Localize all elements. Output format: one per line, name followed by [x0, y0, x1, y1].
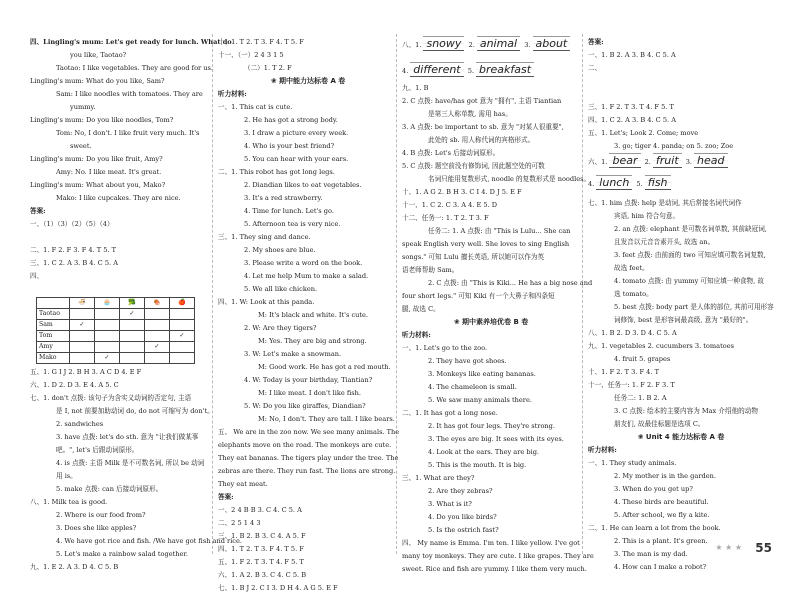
- handwritten-word: fish: [645, 175, 671, 190]
- text-line: 4. We have got rice and fish. /We have got fish and rice.: [56, 537, 242, 545]
- table-cell: [70, 309, 95, 320]
- table-row: [37, 309, 195, 320]
- text-line: Amy: No. I like meat. It's great.: [56, 168, 162, 176]
- text-line: 一、1. Let's go to the zoo.: [402, 344, 488, 352]
- text-line: 二、2 5 1 4 3: [218, 519, 261, 527]
- text-line: 3. have 点拨: let's do sth. 意为 "让我们做某事: [56, 433, 199, 441]
- text-line: 2. He has got a strong body.: [244, 116, 338, 124]
- order-diagram: [30, 283, 210, 295]
- text-line: Sam: I like noodles with tomatoes. They are: [56, 90, 203, 98]
- text-line: 九、1. E 2. A 3. D 4. C 5. B: [30, 563, 119, 571]
- text-line: 十二、任务一: 1. T 2. T 3. F: [402, 214, 489, 222]
- table-cell: [170, 353, 195, 364]
- text-line: 且发音以元音音素开头, 故选 an。: [614, 238, 715, 246]
- text-line: 宾语, him 符合句意。: [614, 212, 680, 220]
- text-line: 吧。", let's 后跟动词原形。: [56, 446, 139, 454]
- text-line: 2. This is a plant. It's green.: [614, 537, 708, 545]
- text-line: 2. Where is our food from?: [56, 511, 146, 519]
- text-line: zebras are there. They run fast. The lions are strong.: [218, 467, 396, 475]
- text-line: [588, 88, 774, 101]
- text-line: 4. Look at the ears. They are big.: [428, 448, 540, 456]
- text-line: Taotao: I like vegetables. They are good for us.: [56, 64, 214, 72]
- text-line: 听力材料:: [588, 446, 617, 454]
- text-line: 五、1. F 2. T 3. T 4. F 5. T: [218, 558, 304, 566]
- text-line: 一、（1）（3）（2）（5）（4）: [30, 220, 114, 228]
- text-line: 3. Does she like apples?: [56, 524, 137, 532]
- text-line: 2. C 点拨: have/has got 意为 "拥有", 主语 Tiantian: [402, 97, 562, 105]
- text-line: 4. is 点拨: 主语 Milk 是不可数名词, 所以 be 动词: [56, 459, 205, 467]
- text-line: 4. B 点拨: Let's 后接动词原形。: [402, 149, 500, 157]
- handwritten-word: snowy: [423, 36, 464, 51]
- text-line: 3. Monkeys like eating bananas.: [428, 370, 536, 378]
- text-line: 5. You can hear with your ears.: [244, 155, 349, 163]
- text-line: 七、1. him 点拨: help 是动词, 其后常接名词代词作: [588, 199, 742, 207]
- table-cell: [145, 320, 170, 331]
- text-line: 是 I, not 前要加助动词 do, do not 可缩写为 don't。: [56, 407, 214, 415]
- text-line: 5. We all like chicken.: [244, 285, 318, 293]
- table-cell: [170, 309, 195, 320]
- handwritten-word: animal: [477, 36, 520, 51]
- text-line: 腿, 故选 C。: [402, 305, 440, 313]
- table-cell: [145, 353, 170, 364]
- handwritten-word: lunch: [596, 175, 632, 190]
- text-line: 四、: [30, 272, 44, 280]
- text-line: 2. W: Are they tigers?: [244, 324, 317, 332]
- text-line: 2. Are they zebras?: [428, 487, 493, 495]
- text-line: 五、1. Let's; Look 2. Come; move: [588, 129, 699, 137]
- table-cell: ✓: [145, 342, 170, 353]
- text-line: 4. These birds are beautiful.: [614, 498, 709, 506]
- text-line: 三、1. B 2. B 3. C 4. A 5. F: [218, 532, 306, 540]
- text-line: 2. It has got four legs. They're strong.: [428, 422, 555, 430]
- text-line: 4. The chameleon is small.: [428, 383, 517, 391]
- text-line: 3. The man is my dad.: [614, 550, 688, 558]
- table-row: [37, 320, 195, 331]
- text-line: 5. C 点拨: 题空前没有修饰词, 因此题空处的可数: [402, 162, 545, 170]
- text-line: 四、 My name is Emma. I'm ten. I like yellow. I've got: [402, 539, 580, 547]
- text-line: 4. Let me help Mum to make a salad.: [244, 272, 369, 280]
- text-line: 5. After school, we fly a kite.: [614, 511, 710, 519]
- table-row: [37, 342, 195, 353]
- text-line: 5. W: Do you like giraffes, Diandian?: [244, 402, 366, 410]
- text-line: 二、1. He can learn a lot from the book.: [588, 524, 721, 532]
- column-2: [218, 36, 398, 595]
- text-line: 十、1. F 2. T 3. F 4. T: [588, 368, 659, 376]
- handwritten-word: fruit: [653, 153, 682, 168]
- row-name: Mako: [37, 353, 70, 364]
- text-line: 2. an 点拨: elephant 是可数名词单数, 其前缺冠词,: [614, 225, 767, 233]
- table-row: [37, 353, 195, 364]
- text-line: 二、: [588, 64, 602, 72]
- handwritten-word: different: [410, 62, 463, 77]
- handwriting-answers: 4. different 5. breakfast: [402, 62, 580, 82]
- text-line: 一、2 4 B B 3. C 4. C 5. A: [218, 506, 302, 514]
- text-line: 用 is。: [56, 472, 77, 480]
- fruit-icon: 🍎: [170, 298, 195, 309]
- text-line: 3. A 点拨: be important to sb. 意为 "对某人很重要",: [402, 123, 564, 131]
- column-divider: [582, 34, 583, 554]
- handwriting-answers: 六、1. bear 2. fruit 3. head: [588, 153, 774, 175]
- column-3: [402, 36, 594, 576]
- text-line: yummy.: [70, 103, 96, 111]
- text-line: 5. We saw many animals there.: [428, 396, 532, 404]
- column-divider: [212, 34, 213, 554]
- handwritten-word: head: [694, 153, 727, 168]
- text-line: 3. What is it?: [428, 500, 472, 508]
- text-line: 三、1. They sing and dance.: [218, 233, 311, 241]
- noodles-icon: 🍜: [70, 298, 95, 309]
- table-cell: [145, 309, 170, 320]
- table-cell: ✓: [120, 309, 145, 320]
- text-line: 朋友们, 故最佳标题是选项 C。: [614, 420, 705, 428]
- text-line: 4. How can I make a robot?: [614, 563, 707, 571]
- text-line: many toy monkeys. They are cute. I like grapes. They are: [402, 552, 594, 560]
- text-line: 六、1. D 2. D 3. E 4. A 5. C: [30, 381, 119, 389]
- text-line: 词修饰, best 是形容词最高级, 意为 "最好的"。: [614, 316, 753, 324]
- text-line: 九、1. vegetables 2. cucumbers 3. tomatoes: [588, 342, 734, 350]
- meat-icon: 🍖: [145, 298, 170, 309]
- text-line: Tom: No, I don't. I like fruit very much. It's: [56, 129, 200, 137]
- cupcake-icon: 🧁: [95, 298, 120, 309]
- text-line: 十、1. A G 2. B H 3. C I 4. D J 5. E F: [402, 188, 522, 196]
- text-line: elephants move on the road. The monkeys are cute.: [218, 441, 392, 449]
- text-line: They eat bananas. The tigers play under the tree. The: [218, 454, 399, 462]
- text-line: 八、1. Milk tea is good.: [30, 498, 108, 506]
- table-cell: [95, 331, 120, 342]
- text-line: 2. C 点拨: 由 "This is Kiki... He has a big nose and: [428, 279, 593, 287]
- vegetables-icon: 🥦: [120, 298, 145, 309]
- text-line: 4. tomato 点拨: 由 yummy 可知应填一种食物, 故: [614, 277, 764, 285]
- table-cell: [70, 353, 95, 364]
- text-line: 十一、（一）2 4 3 1 5: [218, 51, 284, 59]
- text-line: M: Good work. He has got a red mouth.: [258, 363, 391, 371]
- page-number: 55: [755, 541, 772, 555]
- text-line: 五、1. G I J 2. B H 3. A C D 4. E F: [30, 368, 142, 376]
- table-cell: [145, 331, 170, 342]
- table-row: [37, 331, 195, 342]
- text-line: 4. fruit 5. grapes: [614, 355, 671, 363]
- table-cell: [70, 331, 95, 342]
- text-line: 3. go; tiger 4. panda; on 5. zoo; Zoe: [614, 142, 734, 150]
- text-line: 三、1. C 2. A 3. B 4. C 5. A: [30, 259, 118, 267]
- text-line: [30, 231, 210, 244]
- handwritten-word: bear: [609, 153, 640, 168]
- text-line: 任务二: 1. A 点拨: 由 "This is Lulu... She can: [428, 227, 571, 235]
- text-line: 故选 feet。: [614, 264, 649, 272]
- table-cell: [170, 320, 195, 331]
- text-line: Lingling's mum: What do you like, Sam?: [30, 77, 165, 85]
- text-line: They eat meat.: [218, 480, 268, 488]
- text-line: 3. C 点拨: 绘本的主要内容为 Max 介绍他的动物: [614, 407, 758, 415]
- handwritten-word: about: [533, 36, 571, 51]
- text-line: 3. W: Let's make a snowman.: [244, 350, 342, 358]
- text-line: speak English very well. She loves to sing English: [402, 240, 570, 248]
- text-line: 5. This is the mouth. It is big.: [428, 461, 527, 469]
- text-line: Lingling's mum: Do you like fruit, Amy?: [30, 155, 163, 163]
- text-line: 4. Do you like birds?: [428, 513, 497, 521]
- text-line: 2. My shoes are blue.: [244, 246, 316, 254]
- text-line: 二、1. It has got a long nose.: [402, 409, 498, 417]
- handwriting-answers: 4. lunch 5. fish: [588, 175, 774, 197]
- text-line: 此处的 sb. 用人称代词的宾格形式。: [428, 136, 535, 144]
- text-line: 答案:: [30, 207, 46, 215]
- text-line: 答案:: [588, 38, 604, 46]
- text-line: 二、1. F 2. F 3. F 4. T 5. T: [30, 246, 117, 254]
- decorative-stars: ★ ★ ★: [715, 543, 742, 552]
- text-line: 三、1. What are they?: [402, 474, 475, 482]
- text-line: 听力材料:: [218, 90, 247, 98]
- table-cell: [95, 309, 120, 320]
- table-cell: [170, 342, 195, 353]
- text-line: songs." 可知 Lulu 擅长英语, 所以她可以作为英: [402, 253, 545, 261]
- text-line: 5. Is the ostrich fast?: [428, 526, 499, 534]
- text-line: 3. feet 点拨: 由前面的 two 可知应填可数名词复数,: [614, 251, 766, 259]
- table-header-row: [37, 298, 195, 309]
- text-line: sweet. Rice and fish are yummy. I like them very much.: [402, 565, 587, 573]
- text-line: 5. make 点拨: can 后接动词原形。: [56, 485, 163, 493]
- text-line: 四、1. C 2. A 3. B 4. C 5. A: [588, 116, 676, 124]
- text-line: 五、 We are in the zoo now. We see many animals. The: [218, 428, 400, 436]
- table-cell: ✓: [70, 320, 95, 331]
- text-line: 2. My mother is in the garden.: [614, 472, 716, 480]
- text-line: 3. Please write a word on the book.: [244, 259, 363, 267]
- text-line: 七、1. B J 2. C I 3. D H 4. A G 5. E F: [218, 584, 338, 592]
- text-line: ❀ 期中素养培优卷 B 卷: [453, 318, 529, 326]
- text-line: 七、1. don't 点拨: 该句子为含实义动词的否定句, 主语: [30, 394, 192, 402]
- text-line: 九、1. B: [402, 84, 429, 92]
- text-line: 语老师帮助 Sam。: [402, 266, 459, 274]
- text-line: 六、1. A 2. B 3. C 4. C 5. B: [218, 571, 307, 579]
- text-line: M: I like meat. I don't like fish.: [258, 389, 361, 397]
- handwritten-word: breakfast: [476, 62, 534, 77]
- table-cell: [95, 320, 120, 331]
- text-line: Mako: I like cupcakes. They are nice.: [56, 194, 181, 202]
- text-line: sweet.: [70, 142, 92, 150]
- text-line: 二、1. This robot has got long legs.: [218, 168, 335, 176]
- row-name: Tom: [37, 331, 70, 342]
- table-cell: [120, 320, 145, 331]
- text-line: 四、1. T 2. T 3. F 4. T 5. F: [218, 545, 304, 553]
- text-line: 四、Lingling's mum: Let's get ready for lunch. What do: [30, 38, 232, 46]
- text-line: （二）1. T 2. F: [244, 64, 292, 72]
- text-line: 名词只能用复数形式, noodle 的复数形式是 noodles。: [428, 175, 591, 183]
- text-line: 三、1. F 2. T 3. T 4. F 5. T: [588, 103, 674, 111]
- text-line: 听力材料:: [402, 331, 431, 339]
- text-line: 5. best 点拨: body part 是人体的部位, 其前可用形容: [614, 303, 774, 311]
- text-line: 2. Diandian likes to eat vegetables.: [244, 181, 362, 189]
- column-4: [588, 36, 774, 574]
- handwriting-answers: 八、1. snowy 2. animal 3. about: [402, 36, 580, 62]
- row-name: Taotao: [37, 309, 70, 320]
- table-cell: [120, 353, 145, 364]
- text-line: 3. It's a red strawberry.: [244, 194, 323, 202]
- text-line: M: Yes. They are big and strong.: [258, 337, 367, 345]
- text-line: 八、1. B 2. D 3. D 4. C 5. A: [588, 329, 677, 337]
- text-line: four short legs." 可知 Kiki 有一个大鼻子和四条短: [402, 292, 555, 300]
- row-name: Amy: [37, 342, 70, 353]
- table-cell: [120, 342, 145, 353]
- table-cell: ✓: [95, 353, 120, 364]
- text-line: [588, 75, 774, 88]
- text-line: Lingling's mum: Do you like noodles, Tom?: [30, 116, 174, 124]
- table-cell: [70, 342, 95, 353]
- text-line: 一、1. They study animals.: [588, 459, 677, 467]
- text-line: ❀ 期中能力达标卷 A 卷: [270, 77, 346, 85]
- text-line: 2. They have got shoes.: [428, 357, 507, 365]
- text-line: 5. Afternoon tea is very nice.: [244, 220, 341, 228]
- text-line: 任务二: 1. B 2. A: [614, 394, 667, 402]
- text-line: 一、1. B 2. A 3. B 4. C 5. A: [588, 51, 676, 59]
- text-line: 3. The eyes are big. It sees with its eyes.: [428, 435, 564, 443]
- text-line: 3. When do you get up?: [614, 485, 693, 493]
- text-line: 四、1. W: Look at this panda.: [218, 298, 315, 306]
- text-line: Lingling's mum: What about you, Mako?: [30, 181, 166, 189]
- text-line: 答案:: [218, 493, 234, 501]
- text-line: 4. Who is your best friend?: [244, 142, 335, 150]
- table-cell: ✓: [170, 331, 195, 342]
- text-line: you like, Taotao?: [70, 51, 127, 59]
- text-line: M: It's black and white. It's cute.: [258, 311, 369, 319]
- text-line: 十一、1. C 2. C 3. A 4. E 5. D: [402, 201, 498, 209]
- text-line: M: No, I don't. They are tall. I like bears.: [258, 415, 395, 423]
- text-line: 一、1. This cat is cute.: [218, 103, 293, 111]
- row-name: Sam: [37, 320, 70, 331]
- table-cell: [120, 331, 145, 342]
- food-preference-table: [36, 297, 195, 364]
- text-line: 5. Let's make a rainbow salad together.: [56, 550, 188, 558]
- text-line: 2. sandwiches: [56, 420, 104, 428]
- text-line: ❀ Unit 4 能力达标卷 A 卷: [637, 433, 725, 441]
- table-cell: [95, 342, 120, 353]
- text-line: 4. W: Today is your birthday, Tiantian?: [244, 376, 373, 384]
- text-line: 4. Time for lunch. Let's go.: [244, 207, 334, 215]
- text-line: 选 tomato。: [614, 290, 653, 298]
- text-line: 是第三人称单数, 需用 has。: [428, 110, 512, 118]
- text-line: 十、1. T 2. T 3. F 4. T 5. F: [218, 38, 304, 46]
- text-line: 3. I draw a picture every week.: [244, 129, 349, 137]
- text-line: 十一、任务一: 1. F 2. F 3. T: [588, 381, 675, 389]
